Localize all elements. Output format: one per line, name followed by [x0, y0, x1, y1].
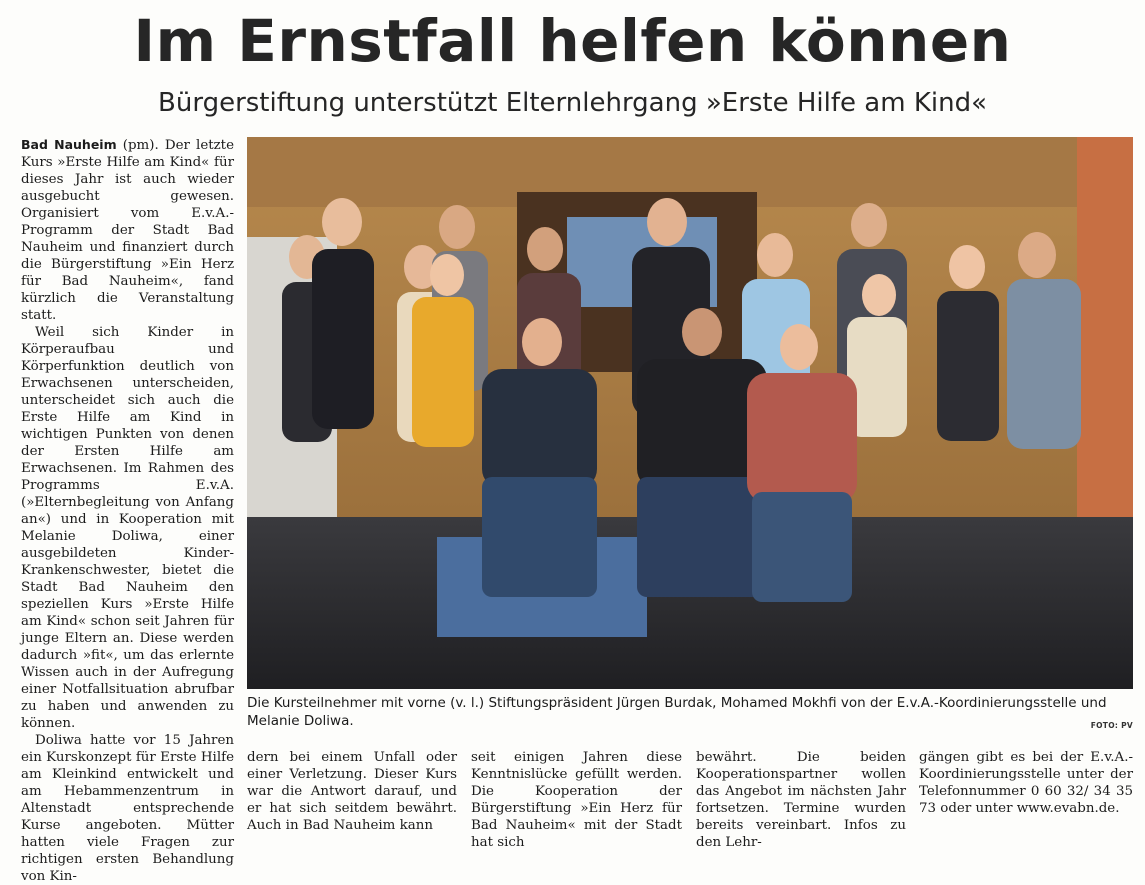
article-column-3 [471, 749, 682, 851]
column-4-text: bewährt. Die beiden Kooperationspartner wollen das Angebot im nächsten Jahr fortsetzen. Termine wurden bereits vereinbart. Infos zu den Lehr- [696, 750, 906, 850]
article-column-2 [247, 749, 457, 834]
photo-credit: FOTO: PV [1090, 721, 1133, 730]
photo-caption: Die Kursteilnehmer mit vorne (v. l.) Stiftungspräsident Jürgen Burdak, Mohamed Mokhfi von der E.v.A.-Koordinierungsstelle und Melanie Doliwa. [247, 695, 1107, 729]
article-column-5 [919, 749, 1133, 817]
article-paragraph-2: Weil sich Kinder in Körperaufbau und Körperfunktion deutlich von Erwachsenen unterscheiden, unterscheidet sich auch die Erste Hilfe am Kind in wichtigen Punkten von denen der Ersten Hilfe am Erwachsenen. Im Rahmen des Programms E.v.A. (»Elternbegleitung von Anfang an«) und in Kooperation mit Melanie Doliwa, einer ausgebildeten Kinder-Krankenschwester, bietet die Stadt Bad Nauheim den speziellen Kurs »Erste Hilfe am Kind« schon seit Jahren für junge Eltern an. Diese werden dadurch »fit«, um das erlernte Wissen auch in der Aufregung einer Notfallsituation abrufbar zu haben und anwenden zu können. [21, 325, 234, 731]
article-paragraph-3: Doliwa hatte vor 15 Jahren ein Kurskonzept für Erste Hilfe am Kleinkind entwickelt und am Hebammenzentrum in Altenstadt entsprechende Kurse angeboten. Mütter hatten viele Fragen zur richtigen ersten Behandlung von Kin- [21, 733, 234, 884]
paragraph-1-text: (pm). Der letzte Kurs »Erste Hilfe am Kind« für dieses Jahr ist auch wieder ausgebucht gewesen. Organisiert vom E.v.A.-Programm der Stadt Bad Nauheim und finanziert durch die Bürgerstiftung »Ein Herz für Bad Nauheim«, fand kürzlich die Veranstaltung statt. [21, 138, 234, 323]
article-column-4 [696, 749, 906, 851]
article-paragraph-1 [21, 136, 234, 324]
dateline: Bad Nauheim [21, 137, 117, 152]
article-headline: Im Ernstfall helfen können [133, 7, 1012, 75]
article-subheadline: Bürgerstiftung unterstützt Elternlehrgang »Erste Hilfe am Kind« [158, 88, 987, 118]
group-photo [247, 137, 1133, 689]
article-column-1 [21, 136, 234, 885]
column-5-text: gängen gibt es bei der E.v.A.-Koordinierungsstelle unter der Telefonnummer 0 60 32/ 34 35 73 oder unter www.evabn.de. [919, 750, 1133, 816]
column-2-text: dern bei einem Unfall oder einer Verletzung. Dieser Kurs war die Antwort darauf, und er hat sich seitdem bewährt. Auch in Bad Nauheim kann [247, 750, 457, 833]
column-3-text: seit einigen Jahren diese Kenntnislücke gefüllt werden. Die Kooperation der Bürgerstiftung »Ein Herz für Bad Nauheim« mit der Stadt hat sich [471, 750, 682, 850]
